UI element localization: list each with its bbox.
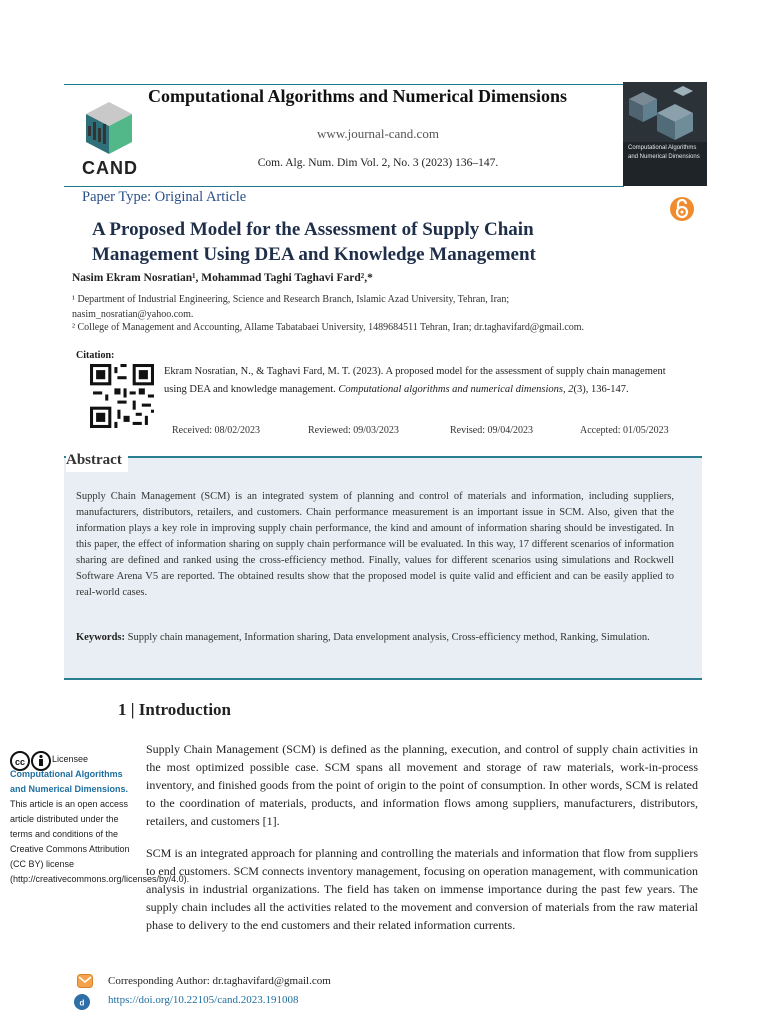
affiliation-1: ¹ Department of Industrial Engineering, Science and Research Branch, Islamic Azad University, Tehran, Iran;: [72, 294, 510, 305]
keywords: [76, 630, 674, 646]
keywords-list: Supply chain management, Information sharing, Data envelopment analysis, Cross-efficiency method, Ranking, Simulation.: [127, 632, 650, 643]
envelope-icon: [77, 974, 93, 988]
license-journal: Computational Algorithms and Numerical Dimensions.: [10, 769, 129, 794]
citation-tail: (3), 136-147.: [573, 384, 629, 395]
license-text: This article is an open access article distributed under the terms and conditions of the Creative Commons Attribution (CC BY) license (http://creativecommons.org/licenses/by/4.0).: [10, 799, 190, 884]
journal-title: Computational Algorithms and Numerical Dimensions: [148, 86, 568, 106]
intro-paragraph-2: SCM is an integrated approach for planning and controlling the materials and information that flow from suppliers to end customers. SCM connects inventory management, focusing on operation management, with communication analysis in industrial organizations. The field has taken on immense importance during the past few years. The supply chain includes all the activities related to the movement and conversion of materials from the raw material phase to delivery to the end customers and their related information currents.: [146, 846, 698, 932]
logo-text: CAND: [82, 158, 138, 178]
authors: Nasim Ekram Nosratian¹, Mohammad Taghi Taghavi Fard²,*: [72, 272, 373, 284]
cover-art-icon: [623, 82, 707, 142]
journal-url[interactable]: www.journal-cand.com: [317, 126, 439, 141]
license-licensee: Licensee: [52, 754, 89, 764]
open-access-icon: [670, 197, 694, 221]
header-rule-top: [64, 84, 624, 85]
qr-code-icon[interactable]: [90, 364, 154, 428]
citation-label: Citation:: [76, 350, 115, 361]
citation-plain: Ekram Nosratian, N., & Taghavi Fard, M. T. (2023). A proposed model for the assessment of supply chain management using DEA and knowledge management.: [164, 366, 666, 395]
intro-paragraph-1: Supply Chain Management (SCM) is defined as the planning, execution, and control of supply chain activities in the most optimized possible case. SCM spans all movement and storage of raw materials, work-in-process inventory, and finished goods from the point of origin to the point of consumption. In other words, SCM is related to the coordination of materials, products, and information flows among suppliers, manufacturers, distributors, retailers, and customers [1].: [146, 742, 698, 828]
paper-title-line2: Management Using DEA and Knowledge Management: [92, 244, 536, 265]
abstract-text: Supply Chain Management (SCM) is an integrated system of planning and control of materials and information, including suppliers, manufacturers, distributors, retailers, and customers. Chain performance measurement is an important issue in SCM. Also, given that the information plays a key role in improving supply chain performance, the kind and amount of information sharing should be investigated. In this paper, the effect of information sharing on supply chain performance will be evaluated. In this way, 17 different scenarios of information sharing are defined and ranked using the cross-efficiency method. Finally, values for different scenarios using simulations and Rockwell Software Arena V5 are reported. The obtained results show that the proposed model is quite valid and efficient and can be easily applied to real-world cases.: [76, 491, 674, 598]
license-sidebar: [10, 752, 190, 887]
date-received: Received: 08/02/2023: [172, 425, 261, 436]
doi-icon: [74, 994, 90, 1010]
paper-title: [92, 217, 672, 267]
paper-type: Paper Type: Original Article: [82, 189, 247, 205]
journal-reference: Com. Alg. Num. Dim Vol. 2, No. 3 (2023) 136–147.: [257, 157, 499, 169]
affiliation-1-email: nasim_nosratian@yahoo.com.: [72, 309, 194, 320]
citation-journal: Computational algorithms and numerical dimensions, 2: [338, 384, 574, 395]
header-rule-bottom: [64, 186, 624, 187]
section-heading-introduction: 1 | Introduction: [118, 700, 232, 719]
journal-cover-image: [623, 82, 707, 186]
corresponding-author: Corresponding Author: dr.taghavifard@gmail.com: [108, 975, 331, 987]
citation-text: [164, 363, 684, 399]
date-revised: Revised: 09/04/2023: [450, 425, 534, 436]
date-reviewed: Reviewed: 09/03/2023: [308, 425, 399, 436]
cand-logo-icon: [84, 100, 134, 156]
cover-title: Computational Algorithms and Numerical Dimensions: [628, 145, 700, 160]
svg-text:cc: cc: [14, 757, 26, 767]
doi-link[interactable]: https://doi.org/10.22105/cand.2023.191008: [108, 994, 299, 1006]
keywords-label: Keywords:: [76, 632, 125, 643]
date-accepted: Accepted: 01/05/2023: [580, 425, 669, 436]
paper-title-line1: A Proposed Model for the Assessment of Supply Chain: [92, 219, 534, 240]
svg-text:d: d: [79, 998, 85, 1008]
abstract-heading: Abstract: [66, 452, 128, 472]
affiliation-2: ² College of Management and Accounting, Allame Tabatabaei University, 1489684511 Tehran, Iran; dr.taghavifard@gmail.com.: [72, 322, 585, 333]
